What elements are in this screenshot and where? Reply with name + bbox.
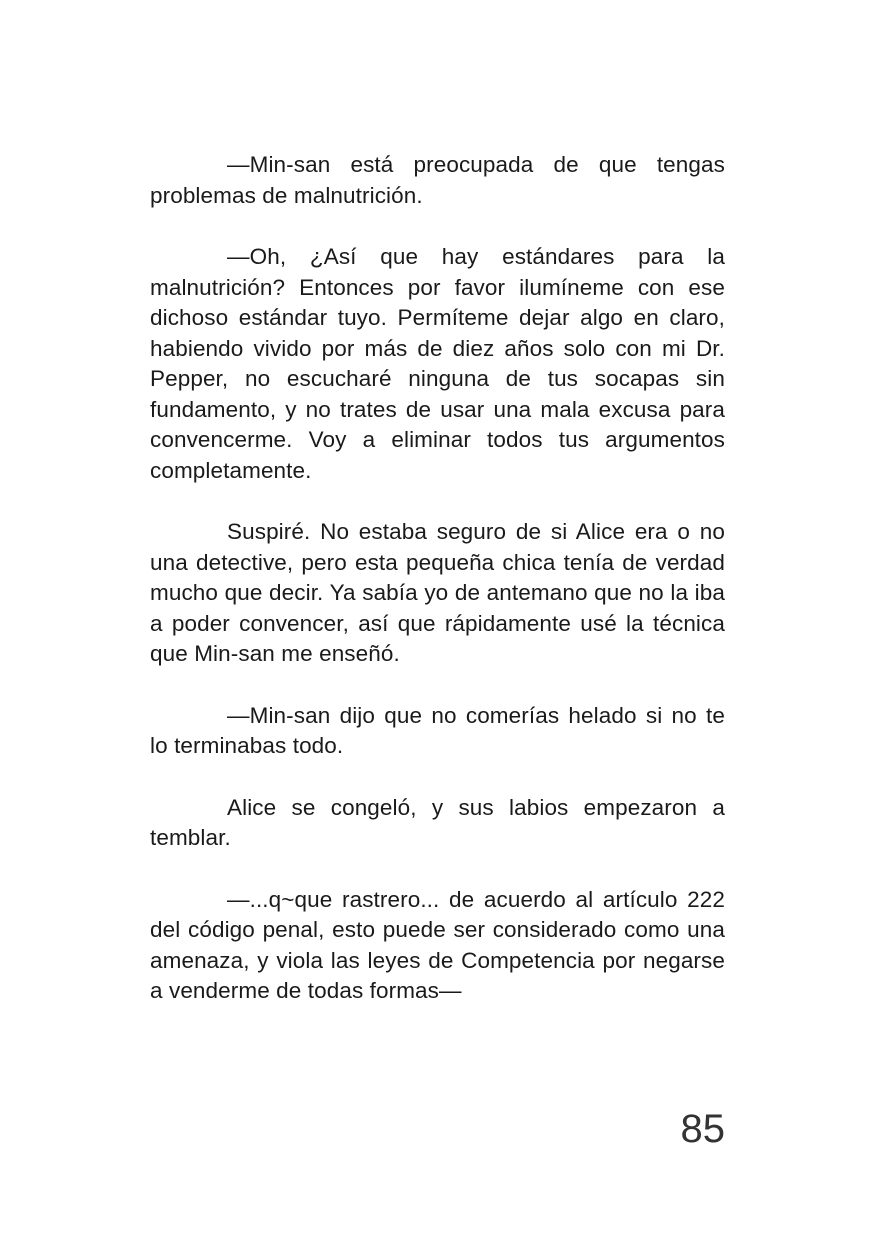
paragraph: —Oh, ¿Así que hay estándares para la malnutrición? Entonces por favor ilumíneme con ese dichoso estándar tuyo. Permíteme dejar algo en claro, habiendo vivido por más de diez años solo con mi Dr. Pepper, no escucharé ninguna de tus socapas sin fundamento, y no trates de usar una mala excusa para convencerme. Voy a eliminar todos tus argumentos completamente. xyxy=(150,244,725,483)
paragraph: —...q~que rastrero... de acuerdo al artículo 222 del código penal, esto puede ser considerado como una amenaza, y viola las leyes de Competencia por negarse a venderme de todas formas— xyxy=(150,886,725,1003)
paragraph: —Min-san está preocupada de que tengas problemas de malnutrición. xyxy=(150,152,725,208)
paragraph: —Min-san dijo que no comerías helado si no te lo terminabas todo. xyxy=(150,702,725,758)
paragraph: Alice se congeló, y sus labios empezaron a temblar. xyxy=(150,794,725,850)
paragraph: Suspiré. No estaba seguro de si Alice era o no una detective, pero esta pequeña chica tenía de verdad mucho que decir. Ya sabía yo de antemano que no la iba a poder convencer, así que rápidamente usé la técnica que Min-san me enseñó. xyxy=(150,519,725,666)
page-body xyxy=(150,150,725,1038)
page-number: 85 xyxy=(680,1107,725,1151)
